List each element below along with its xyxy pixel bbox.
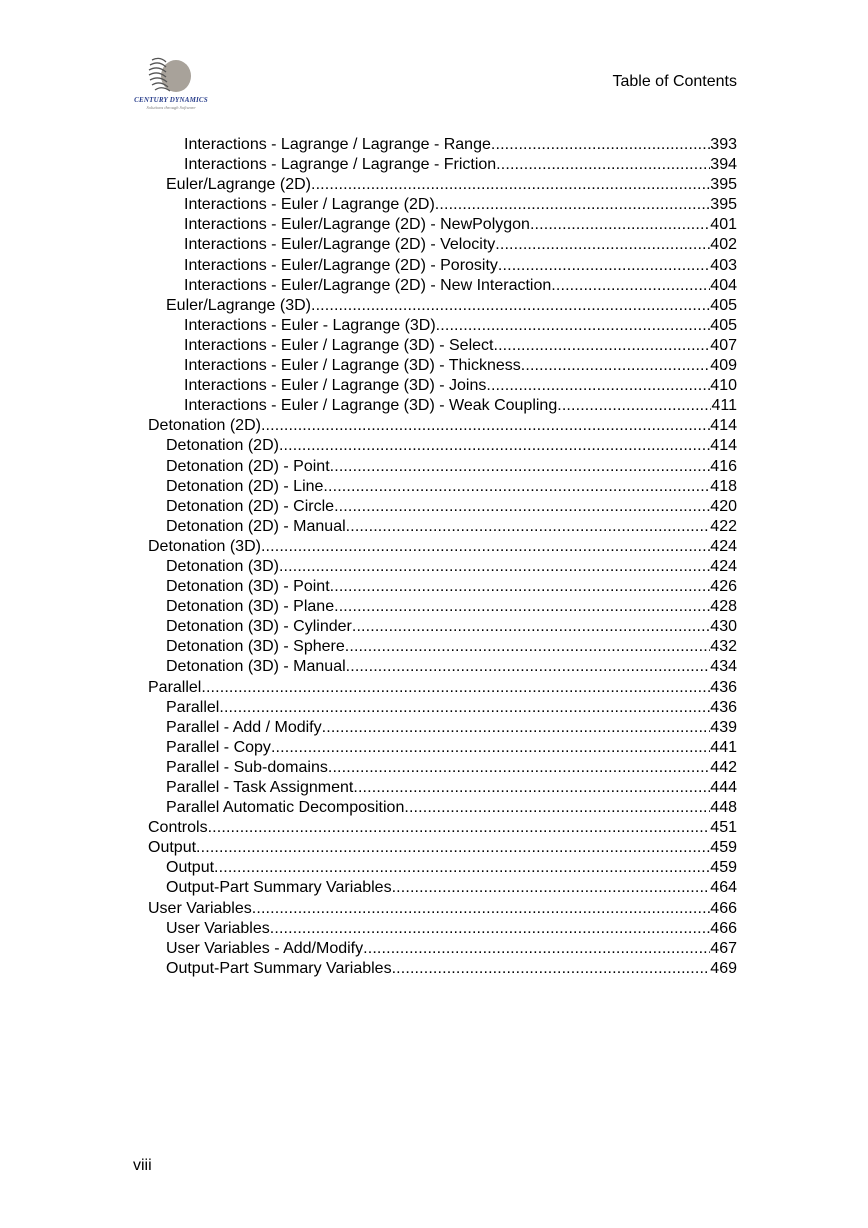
toc-leader-dots <box>491 135 710 155</box>
toc-entry-page: 439 <box>710 718 737 736</box>
toc-entry-page: 409 <box>710 357 737 375</box>
toc-entry-page: 395 <box>710 196 737 214</box>
toc-entry[interactable] <box>148 235 737 255</box>
toc-leader-dots <box>557 396 711 416</box>
toc-entry-title: Detonation (3D) - Sphere <box>166 638 345 656</box>
toc-entry-page: 430 <box>710 618 737 636</box>
toc-entry[interactable] <box>148 577 737 597</box>
toc-entry[interactable] <box>148 215 737 235</box>
toc-entry-page: 448 <box>710 799 737 817</box>
logo-tagline: Solutions through Software <box>146 105 196 110</box>
toc-entry[interactable] <box>148 135 737 155</box>
toc-entry-page: 451 <box>710 819 737 837</box>
toc-entry-title: Detonation (3D) - Point <box>166 578 330 596</box>
toc-entry-title: Detonation (2D) - Manual <box>166 517 346 535</box>
toc-entry-title: Euler/Lagrange (2D) <box>166 176 311 194</box>
toc-leader-dots <box>279 557 710 577</box>
toc-entry-page: 459 <box>710 859 737 877</box>
toc-entry[interactable] <box>148 195 737 215</box>
toc-entry-page: 411 <box>711 397 737 415</box>
toc-entry-title: Parallel <box>148 678 202 696</box>
toc-entry-page: 402 <box>710 236 737 254</box>
toc-leader-dots <box>270 919 711 939</box>
toc-entry-page: 395 <box>710 176 737 194</box>
toc-entry[interactable] <box>148 256 737 276</box>
toc-leader-dots <box>436 316 711 336</box>
toc-leader-dots <box>334 597 710 617</box>
toc-entry[interactable] <box>148 356 737 376</box>
toc-entry-page: 469 <box>710 959 737 977</box>
toc-leader-dots <box>392 959 711 979</box>
toc-leader-dots <box>363 939 710 959</box>
page-header-title: Table of Contents <box>612 73 737 90</box>
toc-entry[interactable] <box>148 778 737 798</box>
toc-leader-dots <box>346 517 711 537</box>
toc-leader-dots <box>214 858 710 878</box>
toc-entry[interactable] <box>148 939 737 959</box>
toc-leader-dots <box>208 818 711 838</box>
toc-entry-page: 424 <box>710 557 737 575</box>
toc-entry-title: Parallel - Add / Modify <box>166 718 322 736</box>
toc-entry-page: 428 <box>710 598 737 616</box>
toc-entry[interactable] <box>148 818 737 838</box>
toc-entry[interactable] <box>148 376 737 396</box>
toc-entry[interactable] <box>148 678 737 698</box>
logo-company-name: CENTURY DYNAMICS <box>134 96 208 104</box>
logo-emblem-icon <box>130 52 212 96</box>
toc-entry-title: Detonation (2D) - Circle <box>166 497 335 515</box>
toc-entry-page: 436 <box>710 678 737 696</box>
toc-entry-title: Detonation (2D) <box>148 417 261 435</box>
company-logo <box>130 52 212 118</box>
toc-entry-title: Detonation (2D) <box>166 437 279 455</box>
toc-entry-page: 467 <box>710 939 737 957</box>
toc-entry-title: Parallel - Copy <box>166 738 271 756</box>
toc-leader-dots <box>330 577 711 597</box>
toc-entry-title: Controls <box>148 819 208 837</box>
toc-leader-dots <box>345 637 711 657</box>
toc-entry-page: 464 <box>710 879 737 897</box>
toc-entry-page: 441 <box>710 738 737 756</box>
toc-leader-dots <box>219 698 710 718</box>
toc-entry-title: Output <box>166 859 215 877</box>
toc-leader-dots <box>392 878 711 898</box>
toc-entry-title: Parallel - Sub-domains <box>166 758 328 776</box>
toc-entry-title: Detonation (3D) <box>166 557 279 575</box>
toc-entry[interactable] <box>148 316 737 336</box>
toc-leader-dots <box>271 738 710 758</box>
toc-leader-dots <box>346 657 711 677</box>
toc-entry[interactable] <box>148 517 737 537</box>
toc-entry-page: 426 <box>710 578 737 596</box>
toc-entry-title: Detonation (2D) - Line <box>166 477 324 495</box>
toc-entry-page: 394 <box>710 156 737 174</box>
toc-entry[interactable] <box>148 336 737 356</box>
toc-leader-dots <box>352 617 710 637</box>
toc-entry-page: 444 <box>710 779 737 796</box>
toc-entry[interactable] <box>148 477 737 497</box>
toc-entry[interactable] <box>148 758 737 778</box>
toc-entry-page: 405 <box>710 296 737 314</box>
table-of-contents <box>148 135 737 979</box>
toc-entry-page: 422 <box>710 517 737 535</box>
toc-entry-title: Detonation (3D) - Plane <box>166 598 335 616</box>
toc-leader-dots <box>353 778 710 798</box>
toc-entry-title: Interactions - Euler / Lagrange (3D) - Select <box>184 336 494 354</box>
toc-entry-page: 403 <box>710 256 737 274</box>
toc-entry[interactable] <box>148 738 737 758</box>
toc-leader-dots <box>521 356 711 376</box>
toc-entry-page: 442 <box>710 758 737 776</box>
toc-leader-dots <box>495 235 710 255</box>
toc-entry-title: Interactions - Euler - Lagrange (3D) <box>184 316 436 334</box>
toc-entry[interactable] <box>148 637 737 657</box>
toc-entry-page: 414 <box>710 417 737 435</box>
toc-entry[interactable] <box>148 718 737 738</box>
toc-leader-dots <box>496 155 710 175</box>
toc-entry-title: Detonation (3D) <box>148 537 261 555</box>
toc-entry-page: 432 <box>710 638 737 656</box>
toc-entry-title: Detonation (2D) - Point <box>166 457 330 475</box>
toc-entry-page: 416 <box>710 457 737 475</box>
toc-entry[interactable] <box>148 798 737 818</box>
toc-entry[interactable] <box>148 497 737 517</box>
toc-entry-title: Euler/Lagrange (3D) <box>166 296 311 314</box>
toc-entry-title: Parallel - Task Assignment <box>166 779 354 796</box>
toc-leader-dots <box>404 798 710 818</box>
toc-entry[interactable] <box>148 296 737 316</box>
toc-entry-page: 434 <box>710 658 737 676</box>
toc-entry[interactable] <box>148 919 737 939</box>
toc-leader-dots <box>201 678 710 698</box>
toc-entry-page: 466 <box>710 899 737 917</box>
toc-entry-title: Interactions - Euler / Lagrange (3D) - Weak Coupling <box>184 397 558 415</box>
toc-entry-title: Parallel Automatic Decomposition <box>166 799 405 817</box>
toc-entry-title: Parallel <box>166 698 220 716</box>
toc-entry-page: 436 <box>710 698 737 716</box>
toc-leader-dots <box>498 256 710 276</box>
toc-entry-page: 393 <box>710 136 737 153</box>
page-number: viii <box>133 1157 152 1174</box>
toc-entry-page: 407 <box>710 336 737 354</box>
toc-entry-page: 410 <box>710 377 737 395</box>
toc-entry-title: Output-Part Summary Variables <box>166 959 392 977</box>
toc-leader-dots <box>435 195 711 215</box>
toc-entry[interactable] <box>148 416 737 436</box>
toc-entry[interactable] <box>148 878 737 898</box>
toc-entry-title: Output <box>148 839 197 857</box>
toc-leader-dots <box>493 336 710 356</box>
toc-entry-title: Interactions - Euler / Lagrange (2D) <box>184 196 435 214</box>
toc-entry-page: 414 <box>710 437 737 455</box>
toc-entry[interactable] <box>148 959 737 979</box>
toc-entry-title: User Variables <box>166 919 270 937</box>
toc-leader-dots <box>261 537 710 557</box>
toc-entry[interactable] <box>148 436 737 456</box>
toc-entry[interactable] <box>148 899 737 919</box>
toc-leader-dots <box>530 215 710 235</box>
toc-entry-title: Interactions - Euler/Lagrange (2D) - Porosity <box>184 256 498 274</box>
toc-entry[interactable] <box>148 657 737 677</box>
toc-entry-title: Interactions - Euler / Lagrange (3D) - Thickness <box>184 357 521 375</box>
toc-entry-page: 466 <box>710 919 737 937</box>
toc-leader-dots <box>311 175 710 195</box>
toc-entry-page: 424 <box>710 537 737 555</box>
toc-entry[interactable] <box>148 698 737 718</box>
toc-entry-title: Output-Part Summary Variables <box>166 879 392 897</box>
toc-entry-title: User Variables - Add/Modify <box>166 939 364 957</box>
toc-entry-title: User Variables <box>148 899 252 917</box>
toc-entry-page: 420 <box>710 497 737 515</box>
toc-entry[interactable] <box>148 276 737 296</box>
toc-entry-page: 405 <box>710 316 737 334</box>
toc-entry-page: 459 <box>710 839 737 857</box>
toc-entry[interactable] <box>148 155 737 175</box>
toc-leader-dots <box>486 376 710 396</box>
toc-leader-dots <box>252 899 711 919</box>
toc-entry[interactable] <box>148 537 737 557</box>
toc-entry-title: Interactions - Euler/Lagrange (2D) - Velocity <box>184 236 496 254</box>
toc-entry[interactable] <box>148 838 737 858</box>
toc-entry[interactable] <box>148 597 737 617</box>
toc-entry[interactable] <box>148 175 737 195</box>
toc-entry[interactable] <box>148 617 737 637</box>
toc-leader-dots <box>279 436 710 456</box>
toc-entry-title: Interactions - Euler/Lagrange (2D) - NewPolygon <box>184 216 530 234</box>
toc-entry-title: Interactions - Lagrange / Lagrange - Friction <box>184 156 497 174</box>
toc-entry[interactable] <box>148 396 737 416</box>
toc-leader-dots <box>261 416 710 436</box>
toc-entry-page: 404 <box>710 276 737 294</box>
toc-entry-title: Interactions - Lagrange / Lagrange - Range <box>184 136 491 153</box>
toc-entry-page: 401 <box>710 216 737 234</box>
toc-leader-dots <box>322 718 711 738</box>
toc-leader-dots <box>311 296 710 316</box>
toc-entry[interactable] <box>148 858 737 878</box>
toc-entry-title: Interactions - Euler/Lagrange (2D) - New Interaction <box>184 276 552 294</box>
toc-leader-dots <box>196 838 710 858</box>
toc-entry[interactable] <box>148 457 737 477</box>
toc-entry-title: Detonation (3D) - Manual <box>166 658 346 676</box>
toc-leader-dots <box>551 276 710 296</box>
toc-entry-title: Interactions - Euler / Lagrange (3D) - Joins <box>184 377 487 395</box>
toc-leader-dots <box>330 457 711 477</box>
toc-entry-page: 418 <box>710 477 737 495</box>
toc-leader-dots <box>334 497 710 517</box>
toc-entry[interactable] <box>148 557 737 577</box>
toc-entry-title: Detonation (3D) - Cylinder <box>166 618 352 636</box>
toc-leader-dots <box>328 758 710 778</box>
toc-leader-dots <box>323 477 710 497</box>
